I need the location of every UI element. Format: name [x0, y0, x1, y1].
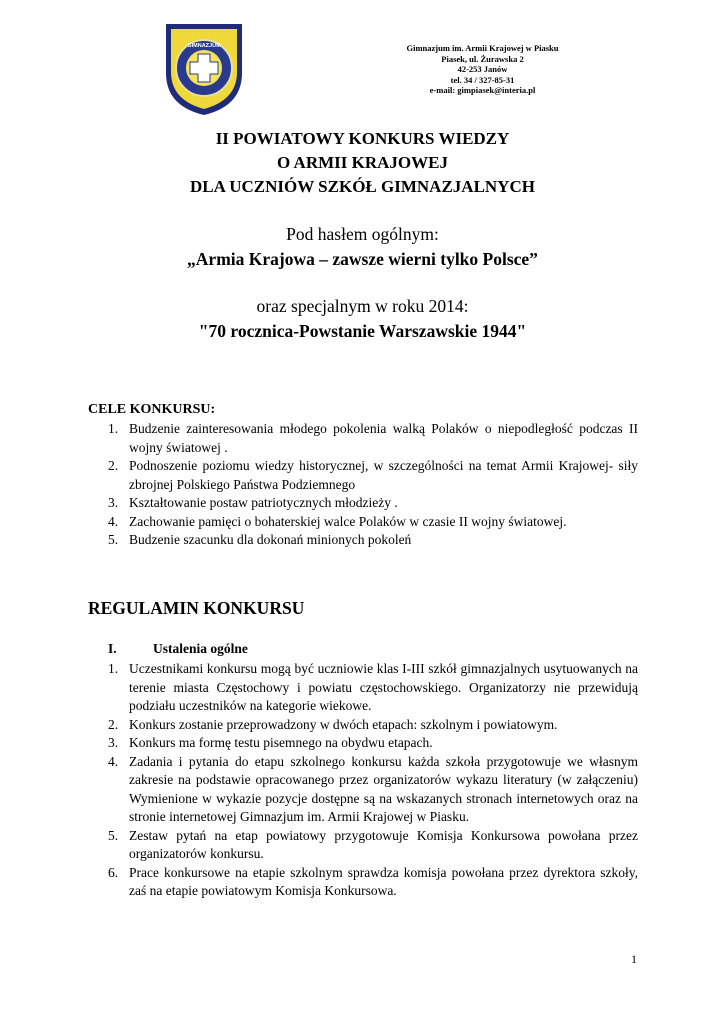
- item-number: 2.: [108, 458, 119, 473]
- item-text: Budzenie zainteresowania młodego pokolenia walką Polaków o niepodległość podczas II wojny światowej .: [129, 421, 638, 455]
- list-item: [88, 513, 638, 532]
- goals-heading: CELE KONKURSU:: [88, 402, 216, 417]
- page-number: 1: [631, 952, 637, 966]
- item-number: 3.: [108, 735, 119, 750]
- motto-special: "70 rocznica-Powstanie Warszawskie 1944": [198, 321, 527, 341]
- motto-general: „Armia Krajowa – zawsze wierni tylko Polsce”: [187, 249, 538, 269]
- item-text: Zachowanie pamięci o bohaterskiej walce Polaków w czasie II wojny światowej.: [129, 513, 567, 529]
- regulations-list: [88, 660, 638, 901]
- item-number: 5.: [108, 532, 119, 547]
- item-number: 4.: [108, 513, 119, 529]
- item-text: Zadania i pytania do etapu szkolnego konkursu każda szkoła przygotowuje we własnym zakresie na podstawie opracowanego przez organizatorów wykazu literatury (w załączeniu) Wymienione w wykazie pozycje dostępne są na wskazanych stronach internetowych oraz na stronie internetowej Gimnazjum im. Armii Krajowej w Piasku.: [129, 753, 638, 824]
- list-item: [88, 494, 638, 513]
- item-number: 1.: [108, 421, 119, 436]
- list-item: [88, 827, 638, 864]
- item-text: Konkurs zostanie przeprowadzony w dwóch etapach: szkolnym i powiatowym.: [129, 716, 558, 732]
- motto-intro: Pod hasłem ogólnym:: [286, 224, 439, 244]
- document-title: [0, 127, 725, 199]
- item-text: Prace konkursowe na etapie szkolnym sprawdza komisja powołana przez dyrektora szkoły, zaś na etapie powiatowym Komisja Konkursowa.: [129, 864, 638, 898]
- school-street: Piasek, ul. Żurawska 2: [441, 53, 524, 64]
- item-number: 4.: [108, 753, 119, 769]
- item-text: Konkurs ma formę testu pisemnego na obydwu etapach.: [129, 735, 433, 750]
- item-number: 1.: [108, 661, 119, 676]
- school-logo-emblem: [162, 18, 246, 118]
- list-item: [88, 420, 638, 457]
- item-number: 2.: [108, 716, 119, 732]
- title-line-3: DLA UCZNIÓW SZKÓŁ GIMNAZJALNYCH: [190, 177, 535, 196]
- special-motto: [0, 294, 725, 344]
- item-text: Podnoszenie poziomu wiedzy historycznej, w szczególności na temat Armii Krajowej- siły zbrojnej Polskiego Państwa Podziemnego: [129, 458, 638, 492]
- item-text: Zestaw pytań na etap powiatowy przygotowuje Komisja Konkursowa powołana przez organizatorów konkursu.: [129, 827, 638, 861]
- list-item: [88, 660, 638, 716]
- list-item: [88, 716, 638, 735]
- school-postal: 42-253 Janów: [457, 64, 508, 74]
- logo-text: GIMNAZJUM: [187, 43, 221, 49]
- section-heading: [108, 641, 248, 657]
- item-number: 3.: [108, 495, 119, 510]
- school-address-block: [370, 43, 595, 96]
- school-phone: tel. 34 / 327-85-31: [450, 74, 515, 85]
- general-motto: [0, 222, 725, 272]
- title-line-1: II POWIATOWY KONKURS WIEDZY: [215, 129, 510, 148]
- list-item: [88, 531, 638, 550]
- item-text: Budzenie szacunku dla dokonań minionych pokoleń: [129, 532, 412, 547]
- list-item: [88, 864, 638, 901]
- list-item: [88, 457, 638, 494]
- motto-special-intro: oraz specjalnym w roku 2014:: [256, 296, 469, 316]
- item-text: Uczestnikami konkursu mogą być uczniowie klas I-III szkół gimnazjalnych usytuowanych na terenie miasta Częstochowy i powiatu częstochowskiego. Organizatorzy nie przewidują podziału uczestników na kategorie wiekowe.: [129, 661, 638, 713]
- title-line-2: O ARMII KRAJOWEJ: [277, 153, 448, 172]
- section-number: I.: [108, 641, 117, 656]
- section-title: Ustalenia ogólne: [153, 641, 248, 656]
- school-name: Gimnazjum im. Armii Krajowej w Piasku: [406, 43, 559, 53]
- item-number: 6.: [108, 864, 119, 880]
- school-email: e-mail: gimpiasek@interia.pl: [429, 85, 536, 95]
- list-item: [88, 753, 638, 827]
- list-item: [88, 734, 638, 753]
- regulations-heading: REGULAMIN KONKURSU: [88, 598, 305, 618]
- item-number: 5.: [108, 827, 119, 843]
- goals-list: [88, 420, 638, 550]
- item-text: Kształtowanie postaw patriotycznych młodzieży .: [129, 495, 398, 510]
